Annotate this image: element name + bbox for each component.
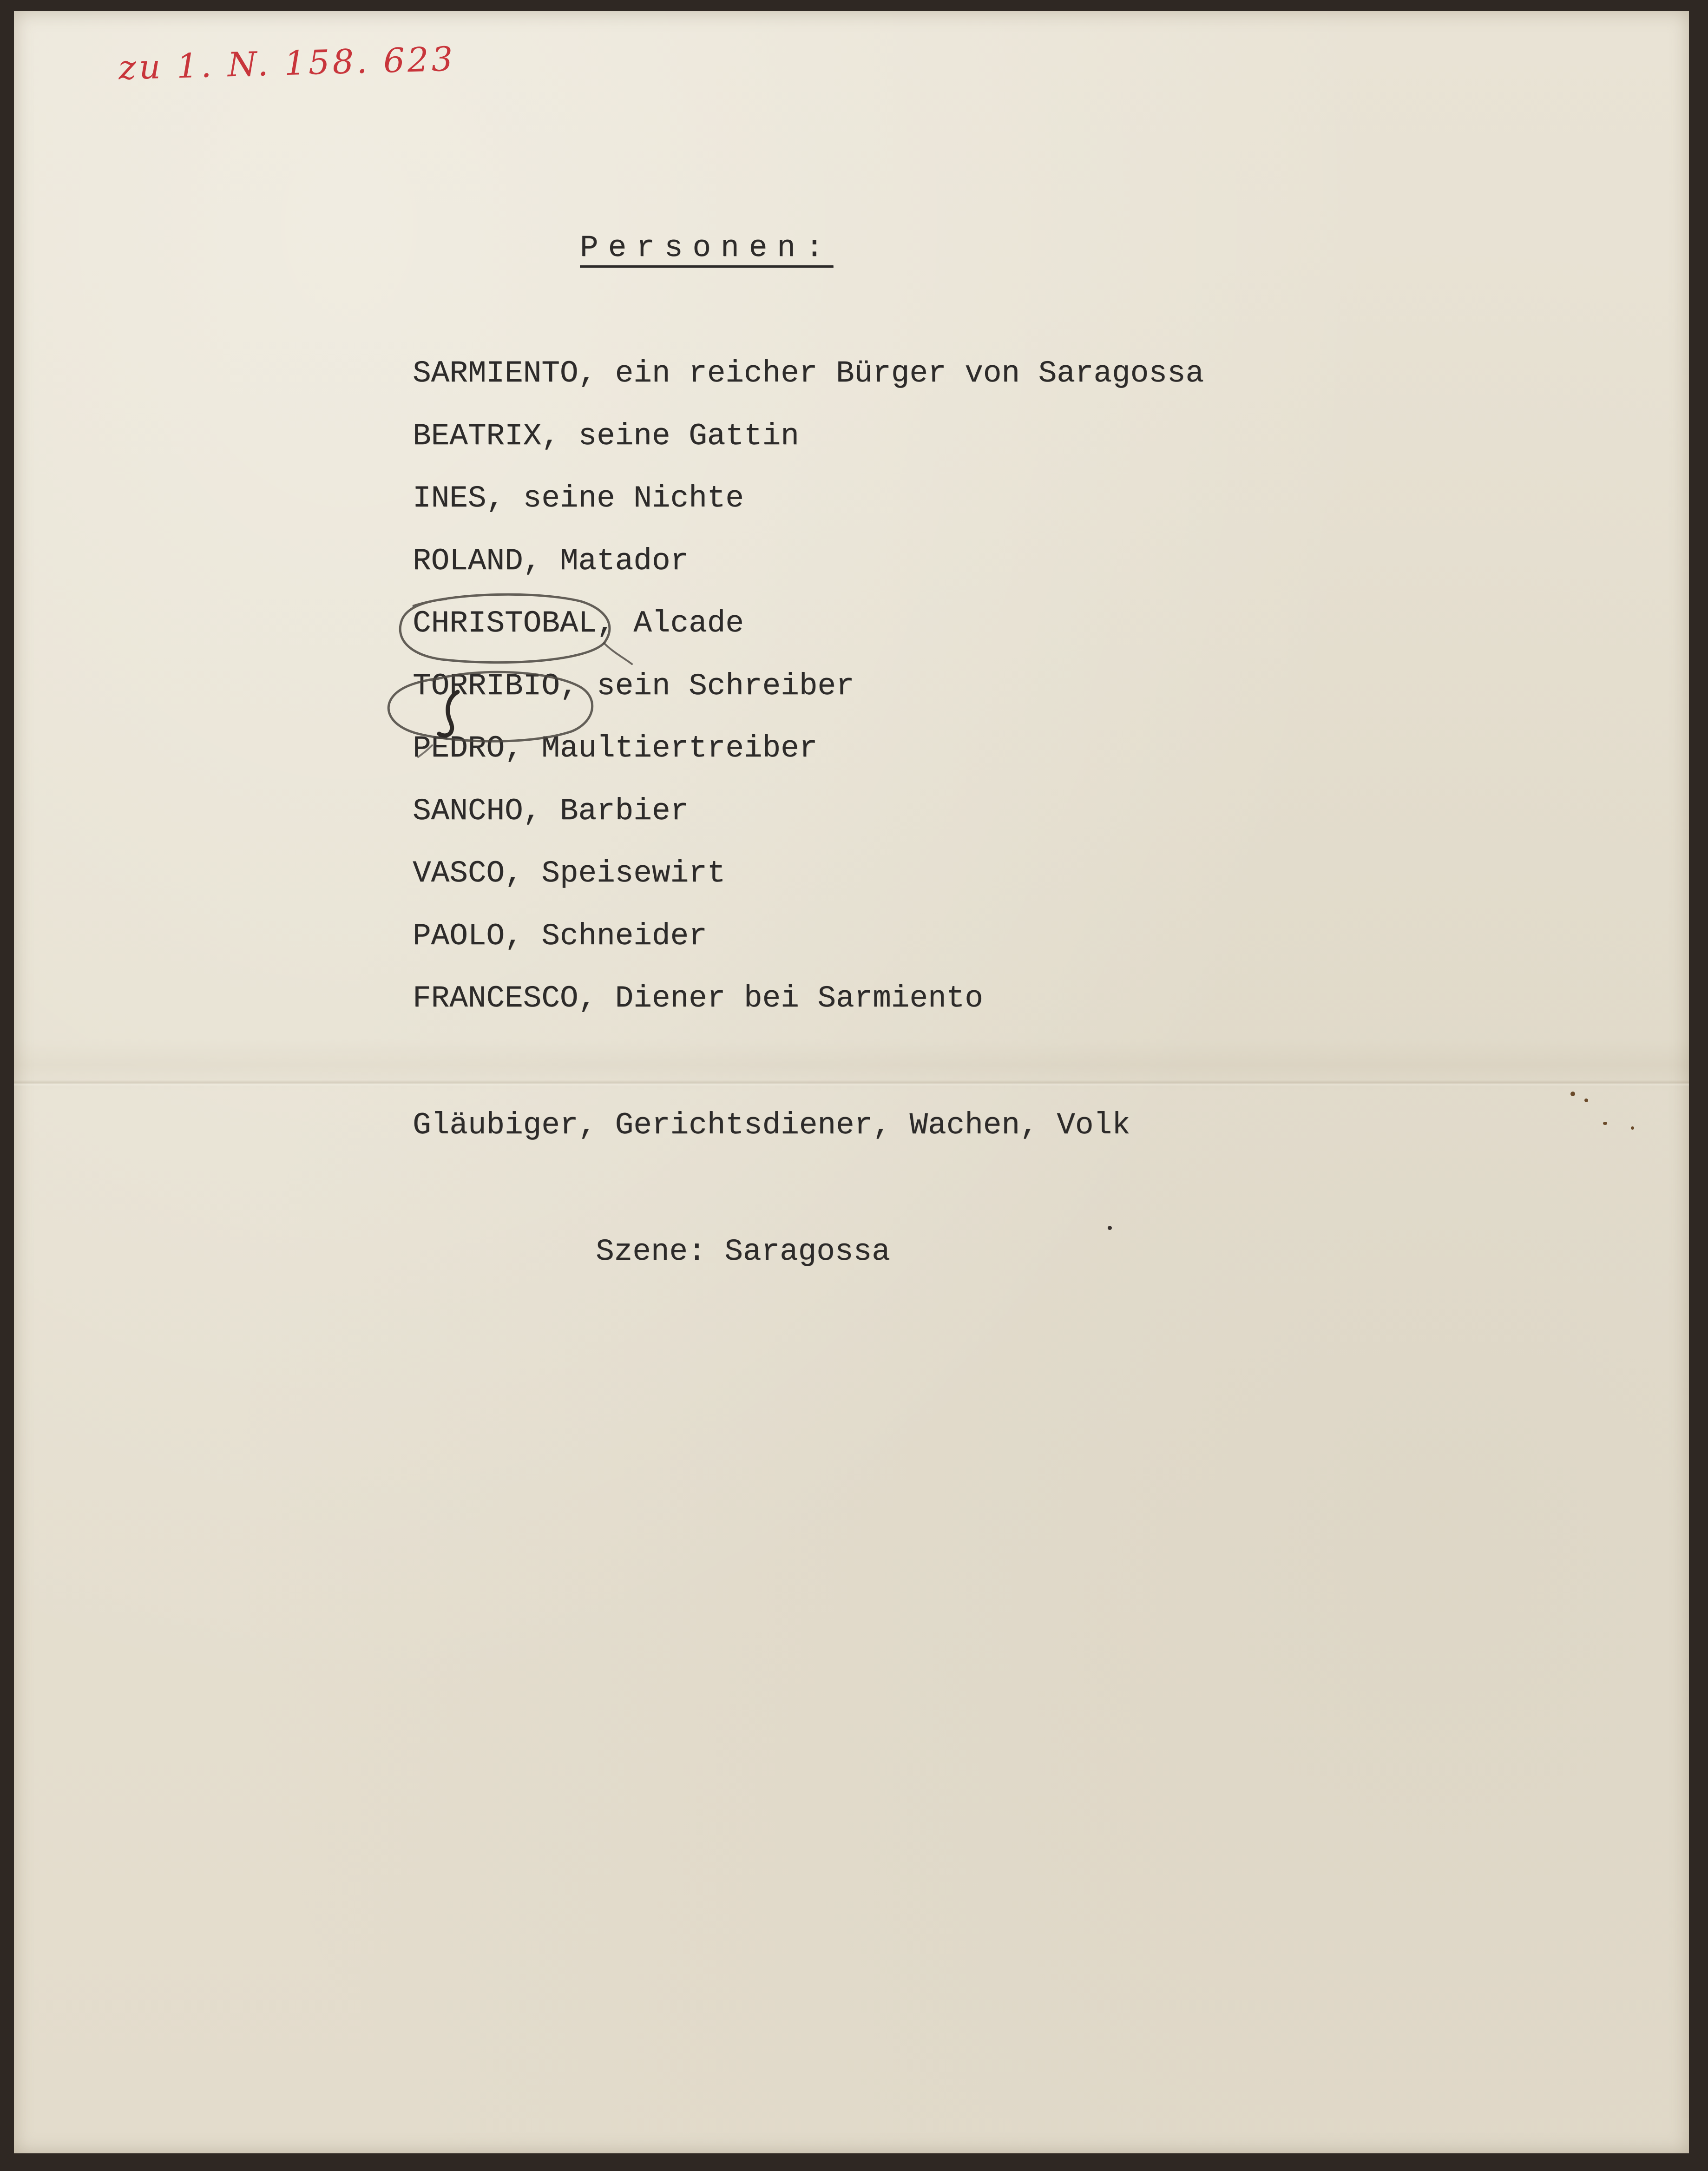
archive-reference-note: zu 1. N. 158. 623 — [118, 39, 456, 87]
cast-item-paolo: PAOLO, Schneider — [413, 918, 707, 954]
cast-list — [413, 356, 1204, 1044]
cast-item-pedro: PEDRO, Maultiertreiber — [413, 731, 818, 766]
ensemble-line: Gläubiger, Gerichtsdiener, Wachen, Volk — [413, 1108, 1130, 1143]
paper-speck — [1570, 1092, 1575, 1096]
paper-speck — [1108, 1226, 1112, 1230]
cast-item-francesco: FRANCESCO, Diener bei Sarmiento — [413, 981, 983, 1016]
paper-speck — [1584, 1099, 1588, 1102]
cast-item-christobal: CHRISTOBAL, Alcade — [413, 606, 744, 641]
cast-item-vasco: VASCO, Speisewirt — [413, 856, 726, 891]
paper-speck — [1603, 1122, 1607, 1125]
cast-item-sarmiento: SARMIENTO, ein reicher Bürger von Saragossa — [413, 356, 1204, 391]
cast-item-torribio: TORRIBIO, sein Schreiber — [413, 668, 854, 704]
paper-speck — [1631, 1126, 1634, 1130]
cast-item-beatrix: BEATRIX, seine Gattin — [413, 418, 799, 454]
page-heading: Personen: — [580, 230, 834, 265]
document-page — [14, 11, 1689, 2153]
paper-fold — [14, 1080, 1689, 1086]
scene-line: Szene: Saragossa — [596, 1234, 890, 1269]
cast-item-ines: INES, seine Nichte — [413, 481, 744, 516]
cast-item-roland: ROLAND, Matador — [413, 543, 689, 579]
cast-item-sancho: SANCHO, Barbier — [413, 793, 689, 829]
